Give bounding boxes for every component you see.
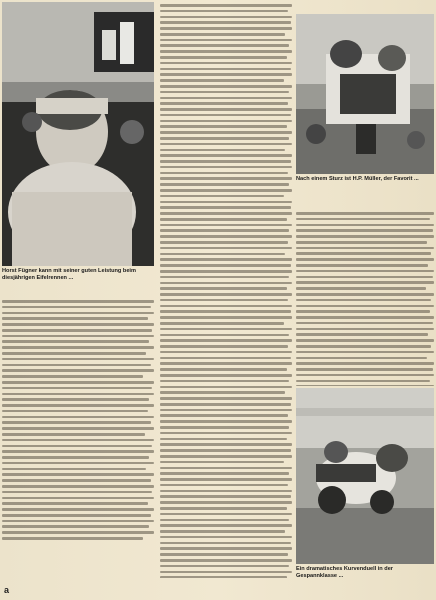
body-text-left-bottom <box>2 300 154 560</box>
caption-sidecar: Ein dramatisches Kurvenduell in der Gespannklasse ... <box>296 566 393 579</box>
photo-rider-portrait <box>2 2 154 266</box>
page-number: a <box>4 585 10 595</box>
photo-rider-portrait-image <box>2 2 154 266</box>
photo-crash <box>296 14 434 174</box>
caption-rider-portrait: Horst Fügner kann mit seiner guten Leistung beim diesjährigen Eifelrennen ... <box>2 268 136 281</box>
photo-sidecar-image <box>296 388 434 564</box>
photo-crash-image <box>296 14 434 174</box>
body-text-right-top <box>296 212 434 386</box>
photo-sidecar <box>296 388 434 564</box>
body-text-middle <box>160 4 292 578</box>
caption-crash: Nach einem Sturz ist H.P. Müller, der Favorit ... <box>296 176 419 182</box>
